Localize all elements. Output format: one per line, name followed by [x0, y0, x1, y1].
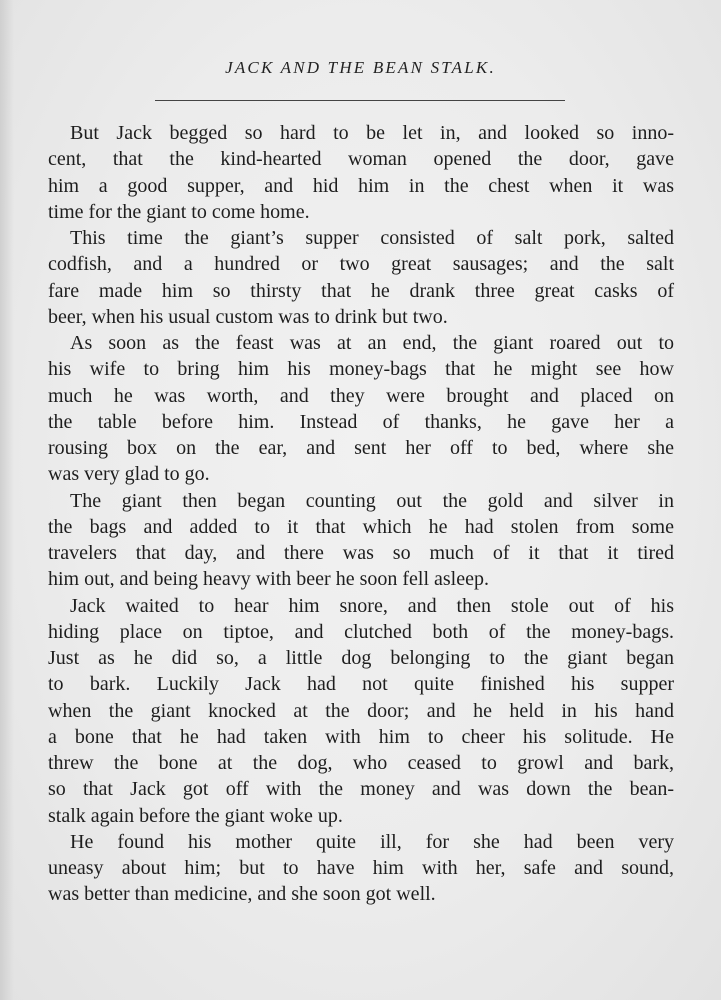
text-line: time for the giant to come home.	[48, 200, 310, 223]
page-edge-shadow	[0, 0, 14, 1000]
text-line: Jack waited to hear him snore, and then stole out of his	[70, 594, 674, 617]
text-line: beer, when his usual custom was to drink but two.	[48, 305, 448, 328]
text-line: This time the giant’s supper consisted of salt pork, salted	[70, 227, 674, 249]
text-line: to bark. Luckily Jack had not quite finished his supper	[48, 673, 674, 696]
running-head: JACK AND THE BEAN STALK.	[225, 58, 496, 77]
text-line: But Jack begged so hard to be let in, and looked so inno-	[70, 122, 674, 144]
text-line: travelers that day, and there was so much of it that it tired	[48, 542, 674, 564]
text-line: was very glad to go.	[48, 463, 210, 486]
text-line: As soon as the feast was at an end, the giant roared out to	[70, 332, 674, 354]
text-line: The giant then began counting out the gold and silver in	[70, 489, 674, 512]
text-line: so that Jack got off with the money and was down the bean-	[48, 778, 674, 801]
text-line: stalk again before the giant woke up.	[48, 804, 343, 827]
text-line: him a good supper, and hid him in the chest when it was	[48, 174, 674, 197]
text-line: much he was worth, and they were brought and placed on	[48, 384, 674, 407]
text-line: uneasy about him; but to have him with her, safe and sound,	[48, 857, 674, 879]
text-line: the bags and added to it that which he had stolen from some	[48, 515, 674, 538]
text-line: cent, that the kind-hearted woman opened the door, gave	[48, 148, 674, 171]
text-line: threw the bone at the dog, who ceased to growl and bark,	[48, 752, 674, 774]
text-line: him out, and being heavy with beer he soon fell asleep.	[48, 568, 489, 591]
text-line: his wife to bring him his money-bags that he might see how	[48, 358, 674, 381]
text-line: Just as he did so, a little dog belonging to the giant began	[48, 647, 674, 669]
body-text	[48, 120, 674, 908]
header-rule	[155, 100, 565, 101]
text-line: rousing box on the ear, and sent her off to bed, where she	[48, 437, 674, 459]
text-line: He found his mother quite ill, for she had been very	[70, 830, 674, 853]
text-line: when the giant knocked at the door; and he held in his hand	[48, 699, 674, 722]
text-line: a bone that he had taken with him to cheer his solitude. He	[48, 725, 674, 748]
text-line: the table before him. Instead of thanks, he gave her a	[48, 410, 674, 433]
text-line: was better than medicine, and she soon got well.	[48, 883, 436, 906]
text-line: fare made him so thirsty that he drank three great casks of	[48, 279, 674, 302]
text-line: codfish, and a hundred or two great sausages; and the salt	[48, 253, 674, 276]
text-line: hiding place on tiptoe, and clutched both of the money-bags.	[48, 620, 674, 643]
